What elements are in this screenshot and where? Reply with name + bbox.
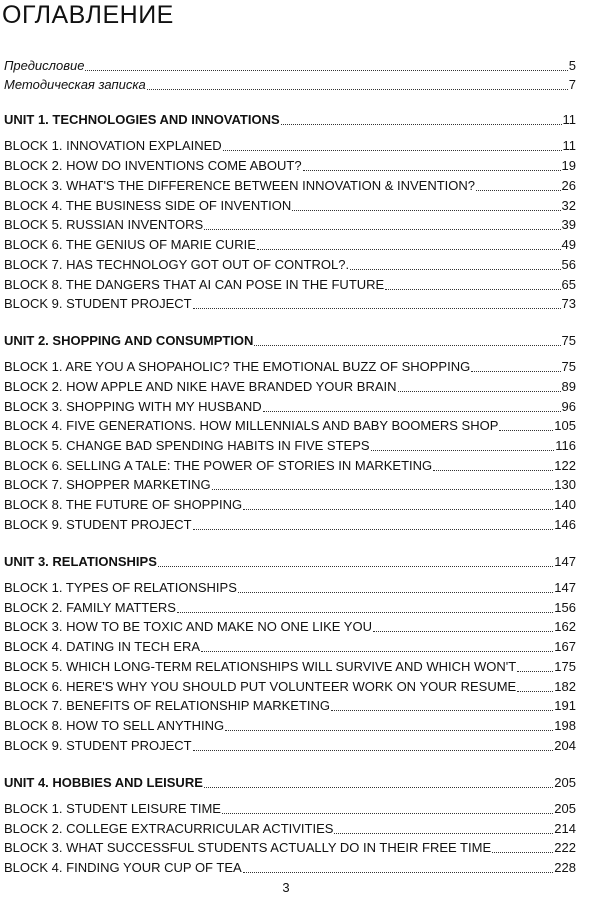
toc-row[interactable] <box>4 599 576 617</box>
toc-row[interactable] <box>4 137 576 155</box>
dot-leader <box>85 70 567 71</box>
toc-entry-label: BLOCK 8. THE FUTURE OF SHOPPING <box>4 497 243 512</box>
toc-row[interactable] <box>4 516 576 534</box>
toc-entry-page: 56 <box>561 257 576 272</box>
toc-entry-label: BLOCK 5. WHICH LONG-TERM RELATIONSHIPS WILL SURVIVE AND WHICH WON'T <box>4 659 517 674</box>
dot-leader <box>254 345 560 346</box>
toc-entry-label: BLOCK 2. HOW DO INVENTIONS COME ABOUT? <box>4 158 302 173</box>
toc-entry-page: 222 <box>554 840 576 855</box>
toc-entry-page: 147 <box>554 580 576 595</box>
toc-entry-label: Предисловие <box>4 58 85 73</box>
dot-leader <box>331 710 553 711</box>
toc-row[interactable] <box>4 678 576 696</box>
dot-leader <box>263 411 561 412</box>
toc-entry-page: 73 <box>561 296 576 311</box>
toc-entry-label: BLOCK 2. FAMILY MATTERS <box>4 600 176 615</box>
toc-unit-row[interactable] <box>4 332 576 350</box>
dot-leader <box>243 872 554 873</box>
toc-entry-label: BLOCK 6. THE GENIUS OF MARIE CURIE <box>4 237 256 252</box>
toc-row[interactable] <box>4 697 576 715</box>
toc-row[interactable] <box>4 398 576 416</box>
dot-leader <box>471 371 560 372</box>
dot-leader <box>158 566 553 567</box>
dot-leader <box>204 229 560 230</box>
toc-entry-page: 147 <box>554 554 576 569</box>
toc-entry-page: 191 <box>554 698 576 713</box>
dot-leader <box>222 813 553 814</box>
dot-leader <box>225 730 553 731</box>
toc-entry-label: BLOCK 3. SHOPPING WITH MY HUSBAND <box>4 399 262 414</box>
toc-entry-page: 205 <box>554 801 576 816</box>
toc-row[interactable] <box>4 579 576 597</box>
dot-leader <box>433 470 553 471</box>
toc-row[interactable] <box>4 800 576 818</box>
page-title: ОГЛАВЛЕНИЕ <box>2 1 174 29</box>
dot-leader <box>371 450 555 451</box>
toc-entry-label: BLOCK 4. FINDING YOUR CUP OF TEA <box>4 860 242 875</box>
toc-entry-label: BLOCK 6. HERE'S WHY YOU SHOULD PUT VOLUNTEER WORK ON YOUR RESUME <box>4 679 517 694</box>
toc-entry-label: BLOCK 8. HOW TO SELL ANYTHING <box>4 718 225 733</box>
toc-row[interactable] <box>4 658 576 676</box>
toc-row[interactable] <box>4 295 576 313</box>
toc-row[interactable] <box>4 378 576 396</box>
toc-entry-label: BLOCK 4. DATING IN TECH ERA <box>4 639 201 654</box>
toc-entry-page: 228 <box>554 860 576 875</box>
toc-entry-page: 5 <box>568 58 576 73</box>
toc-entry-page: 11 <box>562 138 576 153</box>
toc-entry-page: 32 <box>561 198 576 213</box>
toc-entry-page: 39 <box>561 217 576 232</box>
toc-entry-page: 214 <box>554 821 576 836</box>
dot-leader <box>281 124 562 125</box>
toc-entry-label: BLOCK 1. STUDENT LEISURE TIME <box>4 801 221 816</box>
toc-entry-page: 175 <box>554 659 576 674</box>
dot-leader <box>499 430 553 431</box>
toc-entry-page: 26 <box>561 178 576 193</box>
toc-row[interactable] <box>4 197 576 215</box>
toc-entry-page: 105 <box>554 418 576 433</box>
toc-entry-page: 162 <box>554 619 576 634</box>
toc-entry-page: 146 <box>554 517 576 532</box>
dot-leader <box>193 529 554 530</box>
toc-entry-label: BLOCK 2. COLLEGE EXTRACURRICULAR ACTIVITIES <box>4 821 334 836</box>
toc-entry-label: BLOCK 6. SELLING A TALE: THE POWER OF STORIES IN MARKETING <box>4 458 433 473</box>
dot-leader <box>492 852 553 853</box>
dot-leader <box>334 833 553 834</box>
toc-entry-label: BLOCK 1. INNOVATION EXPLAINED <box>4 138 222 153</box>
toc-entry-label: BLOCK 7. SHOPPER MARKETING <box>4 477 211 492</box>
toc-entry-page: 182 <box>554 679 576 694</box>
toc-entry-label: BLOCK 5. CHANGE BAD SPENDING HABITS IN FIVE STEPS <box>4 438 370 453</box>
toc-entry-page: 156 <box>554 600 576 615</box>
toc-entry-label: UNIT 3. RELATIONSHIPS <box>4 554 157 569</box>
toc-entry-label: UNIT 1. TECHNOLOGIES AND INNOVATIONS <box>4 112 280 127</box>
dot-leader <box>201 651 553 652</box>
toc-entry-label: BLOCK 4. THE BUSINESS SIDE OF INVENTION <box>4 198 292 213</box>
toc-row[interactable] <box>4 618 576 636</box>
toc-entry-page: 19 <box>561 158 576 173</box>
toc-row[interactable] <box>4 437 576 455</box>
toc-row[interactable] <box>4 216 576 234</box>
toc-entry-page: 96 <box>561 399 576 414</box>
dot-leader <box>350 269 560 270</box>
toc-entry-label: BLOCK 3. HOW TO BE TOXIC AND MAKE NO ONE LIKE YOU <box>4 619 372 634</box>
toc-row[interactable] <box>4 859 576 877</box>
toc-row[interactable] <box>4 256 576 274</box>
toc-entry-label: BLOCK 1. ARE YOU A SHOPAHOLIC? THE EMOTIONAL BUZZ OF SHOPPING <box>4 359 471 374</box>
toc-row[interactable] <box>4 57 576 75</box>
dot-leader <box>212 489 554 490</box>
toc-entry-label: Методическая записка <box>4 77 146 92</box>
toc-entry-page: 167 <box>554 639 576 654</box>
toc-entry-page: 205 <box>554 775 576 790</box>
toc-entry-page: 204 <box>554 738 576 753</box>
toc-row[interactable] <box>4 157 576 175</box>
dot-leader <box>177 612 553 613</box>
dot-leader <box>238 592 553 593</box>
toc-entry-label: BLOCK 7. HAS TECHNOLOGY GOT OUT OF CONTROL?. <box>4 257 350 272</box>
toc-entry-page: 49 <box>561 237 576 252</box>
toc-entry-label: BLOCK 5. RUSSIAN INVENTORS <box>4 217 204 232</box>
toc-row[interactable] <box>4 276 576 294</box>
toc-entry-page: 7 <box>568 77 576 92</box>
toc-entry-page: 122 <box>554 458 576 473</box>
toc-entry-page: 130 <box>554 477 576 492</box>
dot-leader <box>193 750 554 751</box>
toc-entry-page: 11 <box>562 112 576 127</box>
toc-entry-label: UNIT 2. SHOPPING AND CONSUMPTION <box>4 333 254 348</box>
toc-row[interactable] <box>4 496 576 514</box>
toc-entry-label: BLOCK 9. STUDENT PROJECT <box>4 296 192 311</box>
toc-row[interactable] <box>4 839 576 857</box>
toc-row[interactable] <box>4 717 576 735</box>
toc-entry-page: 75 <box>561 359 576 374</box>
toc-entry-label: BLOCK 3. WHAT SUCCESSFUL STUDENTS ACTUALLY DO IN THEIR FREE TIME <box>4 840 492 855</box>
dot-leader <box>476 190 561 191</box>
toc-row[interactable] <box>4 177 576 195</box>
dot-leader <box>385 289 560 290</box>
dot-leader <box>204 787 553 788</box>
dot-leader <box>398 391 561 392</box>
dot-leader <box>223 150 562 151</box>
toc-unit-row[interactable] <box>4 553 576 571</box>
toc-entry-label: BLOCK 3. WHAT'S THE DIFFERENCE BETWEEN INNOVATION & INVENTION? <box>4 178 476 193</box>
toc-entry-label: BLOCK 9. STUDENT PROJECT <box>4 517 192 532</box>
toc-row[interactable] <box>4 457 576 475</box>
toc-row[interactable] <box>4 76 576 94</box>
dot-leader <box>517 691 553 692</box>
dot-leader <box>517 671 553 672</box>
toc-unit-row[interactable] <box>4 111 576 129</box>
toc-row[interactable] <box>4 737 576 755</box>
page-number: 3 <box>282 880 290 895</box>
dot-leader <box>292 210 560 211</box>
toc-row[interactable] <box>4 236 576 254</box>
toc-row[interactable] <box>4 358 576 376</box>
toc-entry-label: BLOCK 7. BENEFITS OF RELATIONSHIP MARKETING <box>4 698 331 713</box>
dot-leader <box>147 89 568 90</box>
toc-entry-page: 116 <box>555 438 576 453</box>
toc-unit-row[interactable] <box>4 774 576 792</box>
toc-entry-page: 89 <box>561 379 576 394</box>
toc-entry-label: UNIT 4. HOBBIES AND LEISURE <box>4 775 203 790</box>
toc-entry-label: BLOCK 8. THE DANGERS THAT AI CAN POSE IN THE FUTURE <box>4 277 385 292</box>
dot-leader <box>257 249 561 250</box>
toc-entry-page: 198 <box>554 718 576 733</box>
dot-leader <box>193 308 561 309</box>
toc-row[interactable] <box>4 476 576 494</box>
dot-leader <box>373 631 553 632</box>
toc-row[interactable] <box>4 417 576 435</box>
toc-entry-label: BLOCK 1. TYPES OF RELATIONSHIPS <box>4 580 237 595</box>
toc-entry-page: 75 <box>561 333 576 348</box>
toc-entry-page: 65 <box>561 277 576 292</box>
toc-entry-label: BLOCK 9. STUDENT PROJECT <box>4 738 192 753</box>
dot-leader <box>303 170 561 171</box>
toc-row[interactable] <box>4 820 576 838</box>
toc-entry-label: BLOCK 2. HOW APPLE AND NIKE HAVE BRANDED YOUR BRAIN <box>4 379 397 394</box>
toc-entry-page: 140 <box>554 497 576 512</box>
toc-entry-label: BLOCK 4. FIVE GENERATIONS. HOW MILLENNIALS AND BABY BOOMERS SHOP <box>4 418 499 433</box>
toc-row[interactable] <box>4 638 576 656</box>
dot-leader <box>243 509 553 510</box>
